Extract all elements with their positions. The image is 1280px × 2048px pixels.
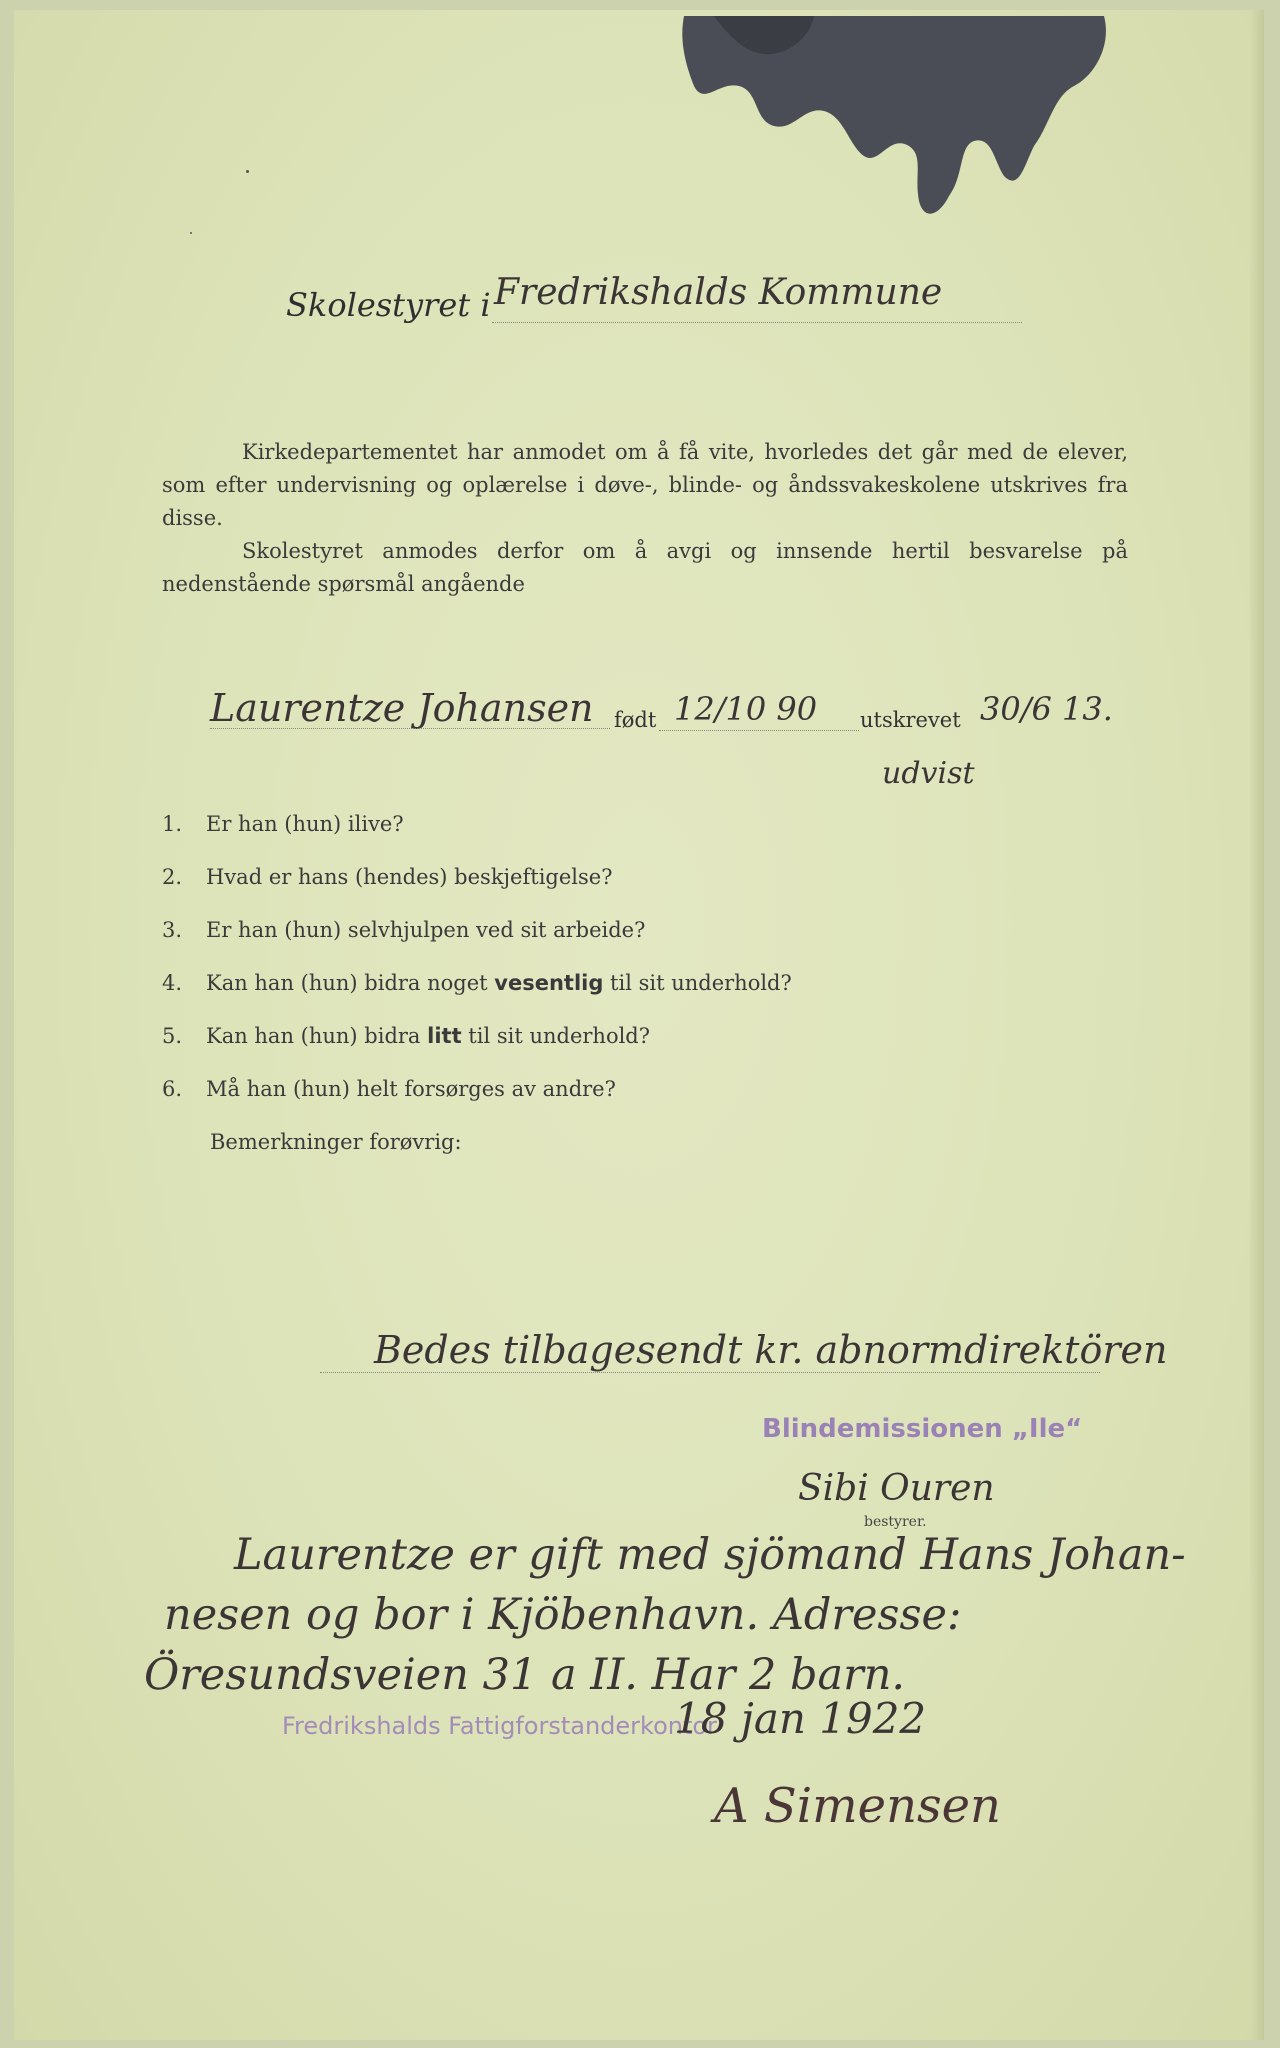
handwritten-note: Bedes tilbagesendt kr. abnormdirektören — [374, 1328, 1168, 1372]
name-dotted-line — [210, 728, 610, 729]
note-dotted-line — [320, 1372, 1100, 1373]
office-stamp: Fredrikshalds Fattigforstanderkontor — [282, 1712, 717, 1740]
speck — [246, 170, 249, 173]
emphasis-vesentlig: vesentlig — [494, 971, 604, 995]
intro-text — [162, 436, 1128, 601]
answer-line-2: nesen og bor i Kjöbenhavn. Adresse: — [164, 1590, 962, 1640]
speck — [190, 232, 192, 234]
discharged-label: utskrevet — [860, 708, 961, 732]
bestyrer-label: bestyrer. — [864, 1514, 927, 1530]
ink-blot — [674, 16, 1114, 226]
born-label: født — [614, 708, 657, 732]
question-2: 2. Hvad er hans (hendes) beskjeftigelse? — [162, 865, 613, 889]
remarks-label: Bemerkninger forøvrig: — [210, 1130, 462, 1154]
question-3: 3. Er han (hun) selvhjulpen ved sit arbeide? — [162, 918, 646, 942]
pupil-name-handwritten: Laurentze Johansen — [210, 686, 594, 730]
paper-edge — [1250, 10, 1264, 2040]
final-signature: A Simensen — [714, 1778, 1001, 1834]
intro-paragraph-2: Skolestyret anmodes derfor om å avgi og innsende hertil besvarelse på nedenstående spørsmål angående — [162, 539, 1128, 596]
header-dotted-line — [492, 322, 1022, 323]
header-label: Skolestyret i — [286, 286, 491, 324]
discharged-note: udvist — [882, 756, 975, 791]
bestyrer-signature: Sibi Ouren — [798, 1468, 995, 1509]
born-value: 12/10 90 — [674, 690, 818, 728]
question-6: 6. Må han (hun) helt forsørges av andre? — [162, 1077, 616, 1101]
question-1: 1. Er han (hun) ilive? — [162, 812, 404, 836]
emphasis-litt: litt — [427, 1024, 462, 1048]
blindemission-stamp: Blindemissionen „Ile“ — [762, 1414, 1083, 1444]
date-handwritten: 18 jan 1922 — [674, 1694, 927, 1743]
answer-line-3: Öresundsveien 31 a II. Har 2 barn. — [144, 1650, 906, 1700]
question-4: 4. Kan han (hun) bidra noget vesentlig til sit underhold? — [162, 971, 792, 995]
answer-line-1: Laurentze er gift med sjömand Hans Johan- — [234, 1530, 1186, 1580]
intro-paragraph-1: Kirkedepartementet har anmodet om å få vite, hvorledes det går med de elever, som efter undervisning og oplærelse i døve-, blinde- og åndssvakeskolene utskrives fra disse. — [162, 440, 1128, 530]
discharged-value: 30/6 13. — [980, 690, 1113, 728]
question-5: 5. Kan han (hun) bidra litt til sit underhold? — [162, 1024, 650, 1048]
header-place-handwritten: Fredrikshalds Kommune — [494, 272, 943, 313]
document-page — [14, 10, 1264, 2040]
born-dotted-line — [659, 730, 859, 731]
